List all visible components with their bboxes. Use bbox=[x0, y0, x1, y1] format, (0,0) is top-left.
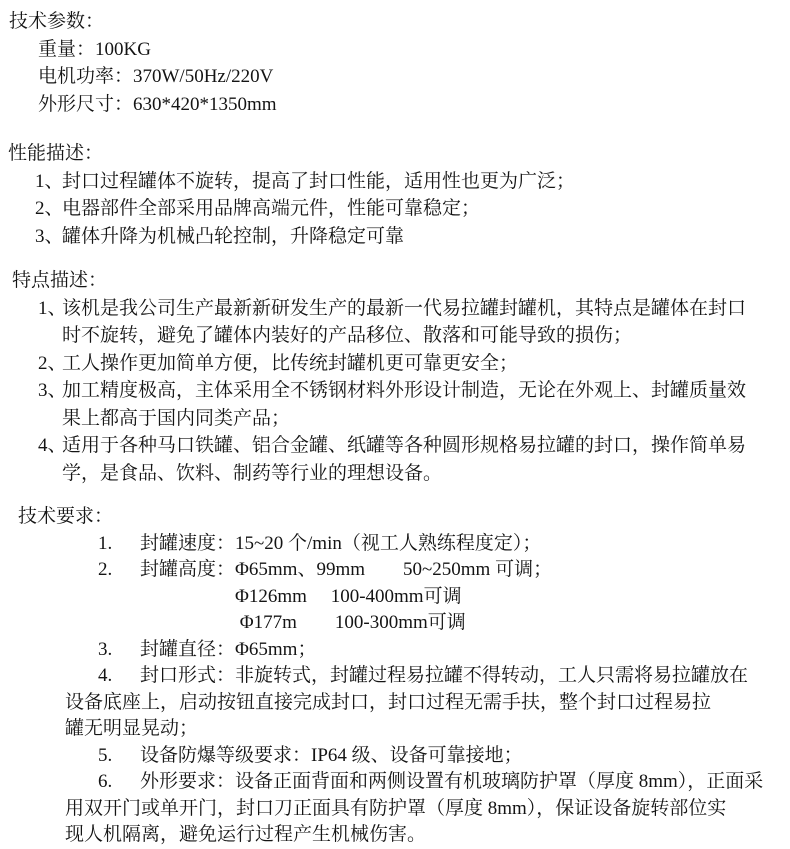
list-item-text: 电器部件全部采用品牌高端元件，性能可靠稳定； bbox=[62, 198, 481, 219]
list-item bbox=[0, 195, 790, 223]
list-item-text: 加工精度极高，主体采用全不锈钢材料外形设计制造，无论在外观上、封罐质量效 bbox=[62, 380, 747, 401]
section-heading-requirements: 技术要求： bbox=[18, 506, 114, 527]
list-item-marker: 3、 bbox=[38, 380, 67, 401]
spec-line-motor-power: 电机功率：370W/50Hz/220V bbox=[38, 66, 274, 87]
requirement-item bbox=[0, 531, 790, 558]
list-item-text: 封口过程罐体不旋转，提高了封口性能，适用性也更为广泛； bbox=[62, 170, 576, 192]
section-features bbox=[0, 267, 790, 487]
requirement-number: 5. bbox=[98, 744, 113, 766]
list-item-text: 适用于各种马口铁罐、铝合金罐、纸罐等各种圆形规格易拉罐的封口，操作简单易 bbox=[62, 435, 747, 456]
list-item-continuation: 学，是食品、饮料、制药等行业的理想设备。 bbox=[62, 462, 443, 484]
requirement-text: 封罐速度：15~20 个/min（视工人熟练程度定）； bbox=[140, 532, 542, 554]
requirement-text: 封罐高度：Φ65mm、99mm 50~250mm 可调； bbox=[140, 559, 553, 580]
list-item bbox=[0, 223, 790, 251]
requirement-item bbox=[0, 743, 790, 770]
requirement-continuation: 现人机隔离，避免运行过程产生机械伤害。 bbox=[65, 824, 427, 845]
list-item-marker: 2、 bbox=[38, 352, 67, 374]
requirement-item bbox=[0, 663, 790, 690]
requirement-subline: Φ126mm 100-400mm可调 bbox=[235, 585, 462, 607]
list-item-marker: 4、 bbox=[38, 435, 67, 456]
requirement-continuation: 罐无明显晃动； bbox=[65, 718, 199, 739]
requirement-item bbox=[0, 769, 790, 796]
list-item-marker: 3、 bbox=[35, 225, 64, 247]
list-item-continuation: 果上都高于国内同类产品； bbox=[62, 407, 291, 429]
requirement-number: 1. bbox=[98, 532, 113, 554]
section-heading-tech-params: 技术参数： bbox=[9, 11, 105, 32]
requirement-item bbox=[0, 637, 790, 664]
section-performance bbox=[0, 140, 790, 250]
requirement-text: 封口形式：非旋转式，封罐过程易拉罐不得转动，工人只需将易拉罐放在 bbox=[140, 665, 749, 686]
spec-line-dimensions: 外形尺寸：630*420*1350mm bbox=[38, 93, 277, 115]
requirement-number: 6. bbox=[98, 771, 113, 792]
section-tech-params bbox=[0, 8, 790, 118]
list-item-text: 工人操作更加简单方便，比传统封罐机更可靠更安全； bbox=[62, 352, 519, 374]
list-item-continuation: 时不旋转，避免了罐体内装好的产品移位、散落和可能导致的损伤； bbox=[62, 325, 633, 346]
list-item-text: 罐体升降为机械凸轮控制，升降稳定可靠 bbox=[62, 225, 405, 247]
list-item bbox=[0, 377, 790, 405]
requirement-text: 外形要求：设备正面背面和两侧设置有机玻璃防护罩（厚度 8mm），正面采 bbox=[140, 771, 764, 792]
requirement-text: 设备防爆等级要求：IP64 级、设备可靠接地； bbox=[140, 744, 523, 766]
list-item bbox=[0, 295, 790, 323]
list-item-marker: 1、 bbox=[38, 297, 67, 319]
spec-line-weight: 重量：100KG bbox=[38, 38, 151, 60]
section-heading-features: 特点描述： bbox=[12, 270, 108, 291]
list-item bbox=[0, 432, 790, 460]
requirement-number: 2. bbox=[98, 559, 113, 580]
list-item-marker: 1、 bbox=[35, 170, 64, 192]
list-item-text: 该机是我公司生产最新新研发生产的最新一代易拉罐封罐机，其特点是罐体在封口 bbox=[62, 297, 747, 319]
list-item-marker: 2、 bbox=[35, 198, 64, 219]
section-requirements bbox=[0, 504, 790, 849]
requirement-number: 3. bbox=[98, 638, 113, 660]
requirement-number: 4. bbox=[98, 665, 113, 686]
requirement-item bbox=[0, 557, 790, 584]
list-item bbox=[0, 350, 790, 378]
requirement-text: 封罐直径：Φ65mm； bbox=[140, 638, 317, 660]
requirement-subline: Φ177m 100-300mm可调 bbox=[235, 612, 466, 633]
list-item bbox=[0, 168, 790, 196]
requirement-continuation: 设备底座上，启动按钮直接完成封口，封口过程无需手扶，整个封口过程易拉 bbox=[65, 691, 712, 713]
requirement-continuation: 用双开门或单开门，封口刀正面具有防护罩（厚度 8mm），保证设备旋转部位实 bbox=[65, 797, 727, 819]
section-heading-performance: 性能描述： bbox=[8, 143, 104, 164]
